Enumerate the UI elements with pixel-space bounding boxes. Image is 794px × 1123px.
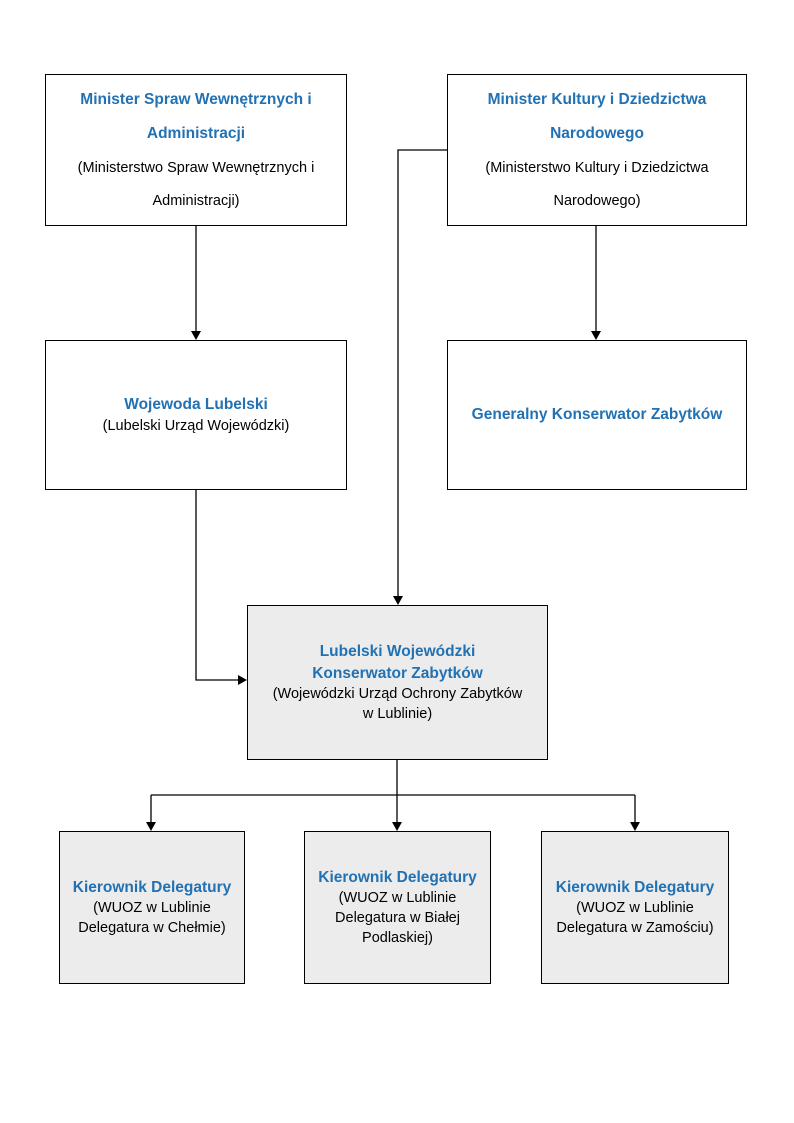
node-subtitle: (Lubelski Urząd Wojewódzki) (102, 417, 290, 434)
node-minister-spraw-wewnetrznych (45, 74, 347, 226)
node-subtitle: (Wojewódzki Urząd Ochrony Zabytków w Lublinie) (272, 685, 523, 722)
node-generalny-konserwator (447, 340, 747, 490)
node-subtitle: (WUOZ w Lublinie Delegatura w Chełmie) (78, 900, 226, 937)
node-title: Kierownik Delegatury (555, 878, 715, 896)
node-minister-kultury (447, 74, 747, 226)
node-wojewoda-lubelski (45, 340, 347, 490)
node-subtitle: (WUOZ w Lublinie Delegatura w Białej Podlaskiej) (335, 890, 460, 947)
node-title: Minister Spraw Wewnętrznych i Administracji (80, 90, 312, 143)
node-delegatura-zamosc (541, 831, 729, 984)
node-title: Kierownik Delegatury (318, 868, 477, 886)
node-title: Wojewoda Lubelski (124, 396, 268, 414)
node-subtitle: (Ministerstwo Spraw Wewnętrznych i Administracji) (77, 160, 315, 209)
node-delegatura-chelm (59, 831, 245, 984)
node-title: Minister Kultury i Dziedzictwa Narodowego (487, 90, 707, 143)
node-subtitle: (WUOZ w Lublinie Delegatura w Zamościu) (556, 900, 714, 937)
node-title: Kierownik Delegatury (72, 878, 232, 896)
node-title: Generalny Konserwator Zabytków (471, 406, 723, 424)
node-subtitle: (Ministerstwo Kultury i Dziedzictwa Narodowego) (485, 160, 709, 209)
node-lubelski-wojewodzki-konserwator (247, 605, 548, 760)
node-delegatura-biala-podlaska (304, 831, 491, 984)
node-title: Lubelski Wojewódzki Konserwator Zabytków (312, 643, 483, 682)
